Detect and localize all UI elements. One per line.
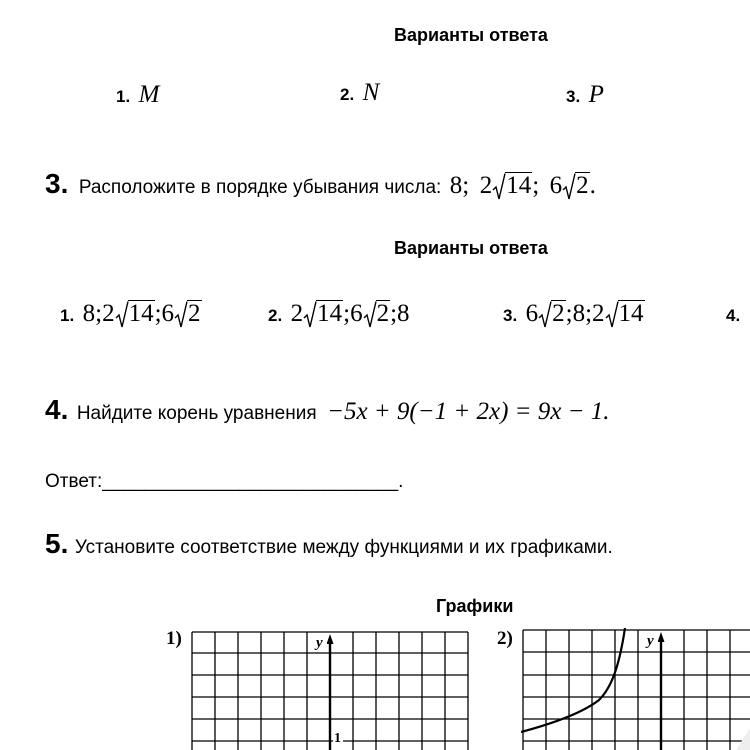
y-axis-arrow bbox=[327, 634, 334, 644]
answer-field[interactable]: Ответ:____________________________. bbox=[45, 471, 404, 492]
watermark-shape bbox=[736, 728, 750, 750]
question-number: 5. bbox=[45, 528, 69, 559]
option-number: 2. bbox=[340, 85, 355, 104]
number-1: 8; bbox=[449, 172, 470, 199]
option-2[interactable] bbox=[268, 300, 410, 328]
tick-label: 1 bbox=[334, 731, 341, 746]
question-number: 3. bbox=[45, 168, 69, 199]
option-4[interactable] bbox=[726, 306, 740, 326]
question-4 bbox=[45, 394, 610, 426]
question-text: Установите соответствие между функциями и их графиками. bbox=[74, 537, 613, 558]
question-3: 3. Расположите в порядке убывания числа: 8; 2 14; 6 2. bbox=[45, 168, 596, 199]
option-value: 6 2;8;2 14 bbox=[525, 300, 644, 327]
option-number: 3. bbox=[566, 87, 581, 106]
question-text: Найдите корень уравнения bbox=[76, 403, 317, 424]
graph-2 bbox=[521, 628, 750, 750]
option-1[interactable] bbox=[60, 300, 202, 328]
number-2: 2 14; bbox=[479, 172, 540, 199]
graphs-title: Графики bbox=[436, 596, 514, 616]
option-value: P bbox=[588, 81, 604, 108]
number-3: 6 2. bbox=[549, 172, 596, 199]
option-3[interactable] bbox=[503, 300, 645, 328]
option-value: 2 14;6 2;8 bbox=[290, 300, 410, 327]
question-5 bbox=[45, 528, 613, 560]
option-value: 8;2 14;6 2 bbox=[82, 300, 201, 327]
option-value: N bbox=[362, 79, 380, 106]
option-1[interactable] bbox=[116, 81, 159, 109]
question-text: Расположите в порядке убывания числа bbox=[78, 177, 437, 198]
graph-1-label: 1) bbox=[166, 628, 182, 649]
option-number: 1. bbox=[116, 87, 131, 106]
option-number: 3. bbox=[503, 306, 518, 325]
option-value: M bbox=[138, 81, 160, 108]
option-number: 1. bbox=[60, 306, 75, 325]
graph-grid bbox=[523, 630, 750, 750]
graph-1 bbox=[190, 630, 470, 750]
variants-header: Варианты ответа bbox=[394, 238, 548, 258]
y-axis-label: y bbox=[316, 635, 323, 651]
option-3[interactable] bbox=[566, 81, 604, 109]
answer-line[interactable]: ____________________________ bbox=[102, 471, 399, 492]
option-number: 4. bbox=[726, 306, 741, 325]
variants-header: Варианты ответа bbox=[394, 25, 548, 45]
y-axis-label: y bbox=[647, 633, 654, 649]
function-curve bbox=[521, 628, 625, 732]
equation: −5x + 9(−1 + 2x) = 9x − 1. bbox=[327, 398, 610, 425]
y-axis-arrow bbox=[658, 632, 665, 642]
option-number: 2. bbox=[268, 306, 283, 325]
graph-2-label: 2) bbox=[497, 628, 513, 649]
answer-label: Ответ: bbox=[45, 471, 103, 492]
question-number: 4. bbox=[45, 394, 69, 425]
option-2[interactable] bbox=[340, 79, 379, 107]
